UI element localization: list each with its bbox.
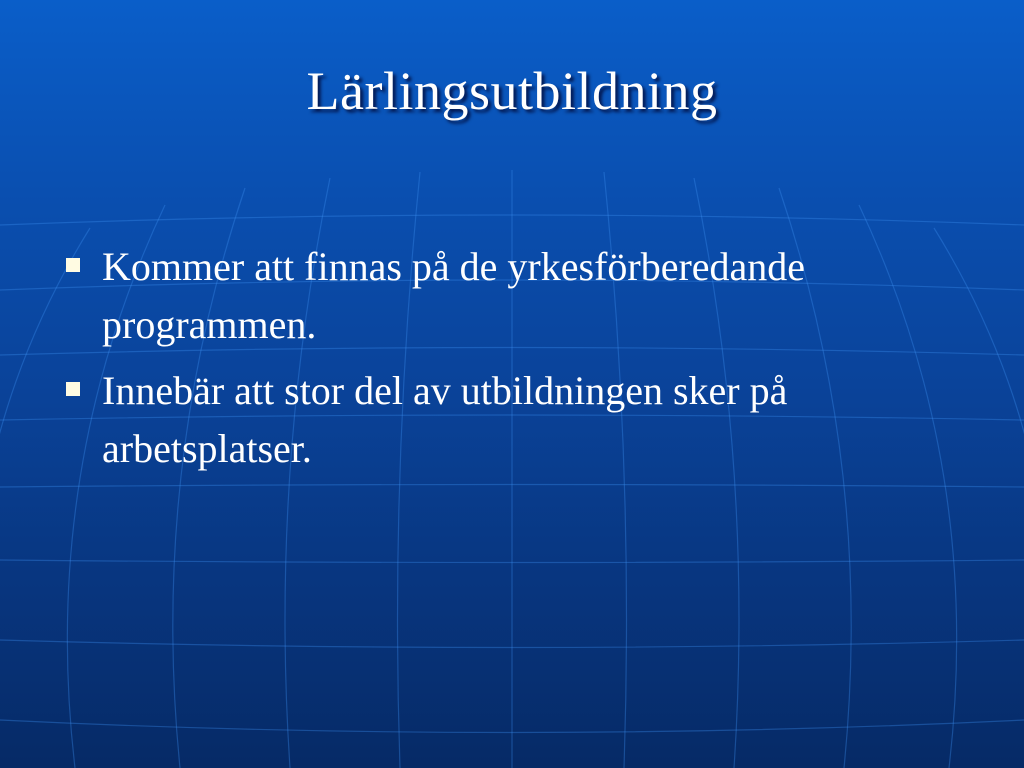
square-bullet-icon	[66, 258, 80, 272]
bullet-text: Innebär att stor del av utbildningen sker på arbetsplatser.	[102, 368, 788, 471]
square-bullet-icon	[66, 382, 80, 396]
bullet-item	[60, 362, 980, 478]
slide-title: Lärlingsutbildning	[306, 61, 718, 121]
bullet-text: Kommer att finnas på de yrkesförberedande programmen.	[102, 244, 806, 347]
bullet-item	[60, 238, 980, 354]
bullet-list	[60, 238, 980, 486]
